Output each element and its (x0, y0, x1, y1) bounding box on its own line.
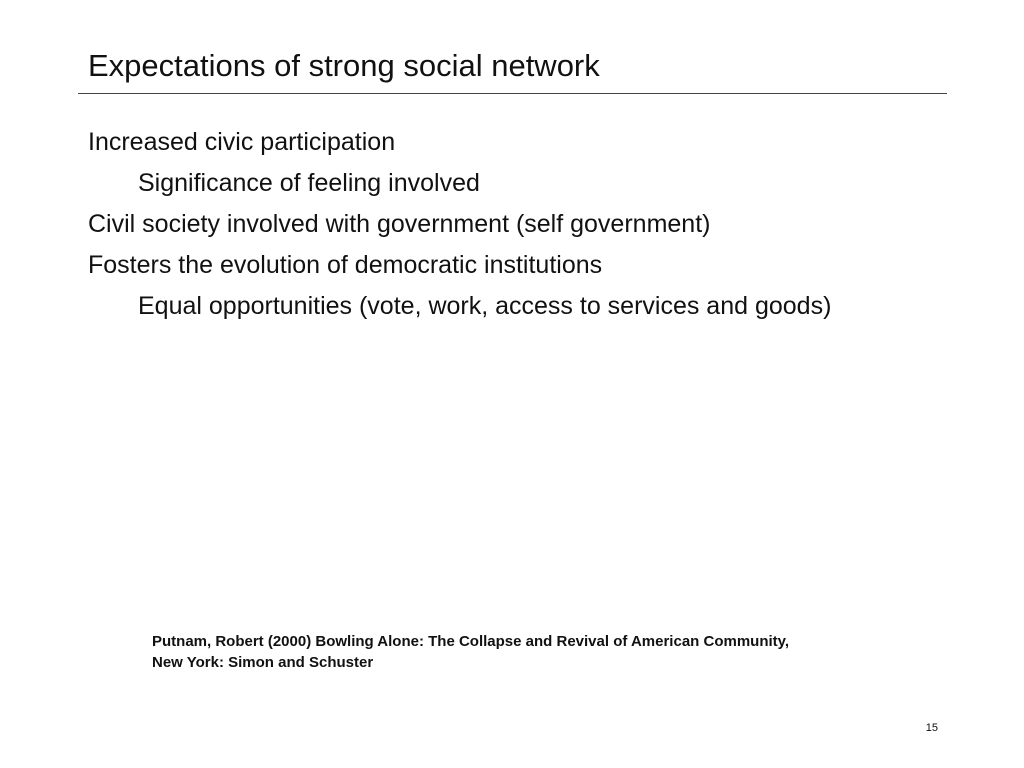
citation-line: Putnam, Robert (2000) Bowling Alone: The Collapse and Revival of American Community, (152, 633, 790, 650)
title-divider (78, 93, 947, 94)
bullet-item: Fosters the evolution of democratic institutions (88, 251, 603, 279)
bullet-list (88, 122, 831, 327)
citation (152, 631, 789, 673)
sub-bullet-item: Significance of feeling involved (138, 169, 480, 197)
sub-bullet-item: Equal opportunities (vote, work, access to services and goods) (138, 292, 832, 320)
bullet-item: Increased civic participation (88, 128, 396, 156)
page-number: 15 (925, 722, 938, 734)
bullet-item: Civil society involved with government (self government) (88, 210, 711, 238)
citation-line: New York: Simon and Schuster (152, 654, 374, 671)
slide-title: Expectations of strong social network (88, 48, 600, 83)
